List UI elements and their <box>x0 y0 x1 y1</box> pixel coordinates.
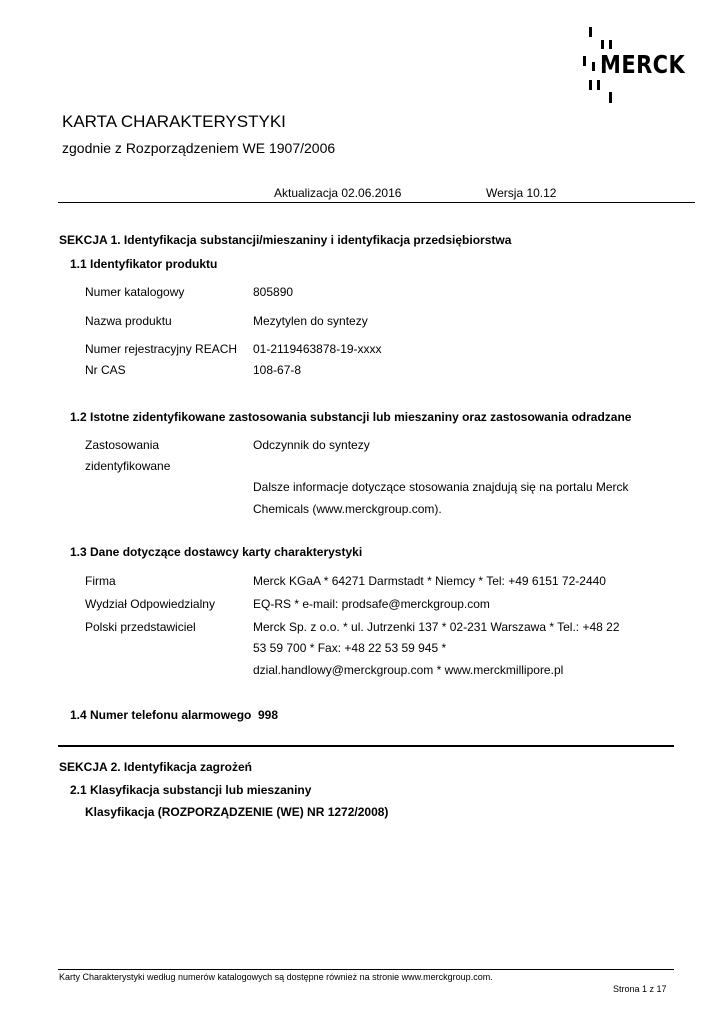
representative-line1: Merck Sp. z o.o. * ul. Jutrzenki 137 * 02-231 Warszawa * Tel.: +48 22 <box>253 620 620 634</box>
update-date: Aktualizacja 02.06.2016 <box>274 186 402 200</box>
company-label: Firma <box>85 574 116 588</box>
emergency-phone-value: 998 <box>258 708 279 722</box>
header-divider <box>58 202 695 203</box>
reach-number-value: 01-2119463878-19-xxxx <box>253 342 382 356</box>
section-1-heading: SEKCJA 1. Identyfikacja substancji/mieszaniny i identyfikacja przedsiębiorstwa <box>59 233 512 247</box>
reach-number-label: Numer rejestracyjny REACH <box>85 342 238 356</box>
catalog-number-label: Numer katalogowy <box>85 285 185 299</box>
subsection-1-3-heading: 1.3 Dane dotyczące dostawcy karty charakterystyki <box>70 545 363 559</box>
representative-label: Polski przedstawiciel <box>85 620 196 634</box>
uses-info-line2: Chemicals (www.merckgroup.com). <box>253 502 442 516</box>
department-label: Wydział Odpowiedzialny <box>85 597 215 611</box>
logo-dash <box>589 80 592 90</box>
logo-dash <box>601 40 604 49</box>
representative-line2: 53 59 700 * Fax: +48 22 53 59 945 * <box>253 641 447 655</box>
section-2-heading: SEKCJA 2. Identyfikacja zagrożeń <box>59 760 252 774</box>
subsection-1-2-heading: 1.2 Istotne zidentyfikowane zastosowania substancji lub mieszaniny oraz zastosowania odradzane <box>70 410 632 424</box>
uses-info-line1: Dalsze informacje dotyczące stosowania znajdują się na portalu Merck <box>253 480 629 494</box>
footer-divider <box>58 969 674 970</box>
section-divider <box>58 745 674 747</box>
logo-dash <box>589 27 592 37</box>
version: Wersja 10.12 <box>486 186 557 200</box>
product-name-value: Mezytylen do syntezy <box>253 314 368 328</box>
uses-label-line1: Zastosowania <box>85 438 160 452</box>
logo-dash <box>597 80 600 90</box>
cas-number-value: 108-67-8 <box>253 363 302 377</box>
logo-wordmark: MERCK <box>600 50 686 79</box>
department-value: EQ-RS * e-mail: prodsafe@merckgroup.com <box>253 597 490 611</box>
subsection-1-4-heading: 1.4 Numer telefonu alarmowego <box>70 708 252 722</box>
logo-dash <box>609 40 612 49</box>
catalog-number-value: 805890 <box>253 285 294 299</box>
subsection-1-1-heading: 1.1 Identyfikator produktu <box>70 257 218 271</box>
logo-dash <box>592 62 595 71</box>
subsection-2-1-heading: 2.1 Klasyfikacja substancji lub mieszaniny <box>70 783 312 797</box>
logo-dash <box>609 92 612 103</box>
document-title: KARTA CHARAKTERYSTYKI <box>62 112 286 131</box>
footer-note: Karty Charakterystyki według numerów katalogowych są dostępne również na stronie www.merckgroup.com. <box>59 972 493 982</box>
product-name-label: Nazwa produktu <box>85 314 172 328</box>
page-number: Strona 1 z 17 <box>613 984 667 994</box>
classification-heading: Klasyfikacja (ROZPORZĄDZENIE (WE) NR 1272/2008) <box>85 805 389 819</box>
uses-value: Odczynnik do syntezy <box>253 438 370 452</box>
document-subtitle: zgodnie z Rozporządzeniem WE 1907/2006 <box>62 140 336 156</box>
cas-number-label: Nr CAS <box>85 363 126 377</box>
uses-label-line2: zidentyfikowane <box>85 459 171 473</box>
company-value: Merck KGaA * 64271 Darmstadt * Niemcy * Tel: +49 6151 72-2440 <box>253 574 606 588</box>
logo-dash <box>583 56 586 66</box>
representative-line3: dzial.handlowy@merckgroup.com * www.merckmillipore.pl <box>253 663 564 677</box>
